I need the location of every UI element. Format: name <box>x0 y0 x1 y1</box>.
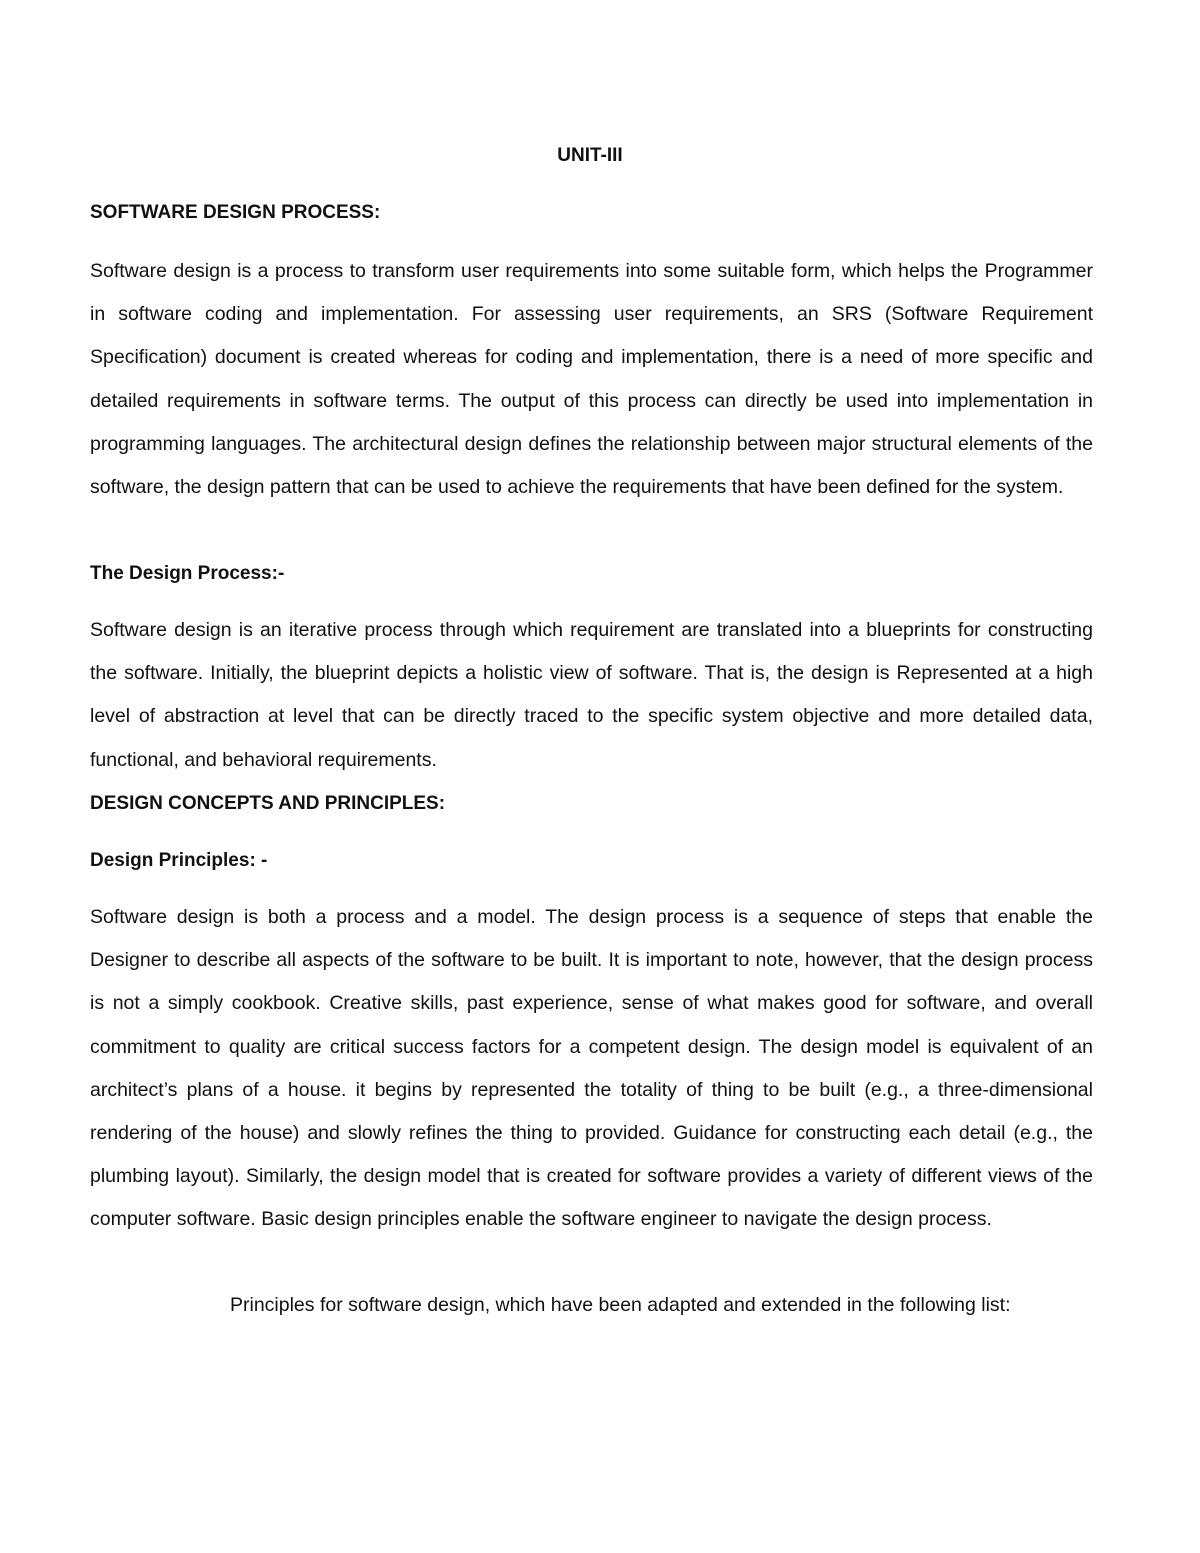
section-heading-design-principles: Design Principles: - <box>90 850 268 871</box>
paragraph-principles-list-intro: Principles for software design, which have been adapted and extended in the following list: <box>230 1294 1011 1316</box>
section-heading-software-design-process: SOFTWARE DESIGN PROCESS: <box>90 202 381 223</box>
section-heading-design-concepts: DESIGN CONCEPTS AND PRINCIPLES: <box>90 793 446 814</box>
paragraph-design-process: Software design is an iterative process through which requirement are translated into a blueprints for constructing the software. Initially, the blueprint depicts a holistic view of software. That is, the design is Represented at a high level of abstraction at level that can be directly traced to the specific system objective and more detailed data, functional, and behavioral requirements. <box>90 619 1093 771</box>
page-title: UNIT-III <box>557 145 623 166</box>
section-heading-design-process: The Design Process:- <box>90 563 285 584</box>
paragraph-design-principles: Software design is both a process and a model. The design process is a sequence of steps that enable the Designer to describe all aspects of the software to be built. It is important to note, however, that the design process is not a simply cookbook. Creative skills, past experience, sense of what makes good for software, and overall commitment to quality are critical success factors for a competent design. The design model is equivalent of an architect’s plans of a house. it begins by represented the totality of thing to be built (e.g., a three-dimensional rendering of the house) and slowly refines the thing to provided. Guidance for constructing each detail (e.g., the plumbing layout). Similarly, the design model that is created for software provides a variety of different views of the computer software. Basic design principles enable the software engineer to navigate the design process. <box>90 906 1093 1231</box>
paragraph-software-design-process: Software design is a process to transform user requirements into some suitable form, which helps the Programmer in software coding and implementation. For assessing user requirements, an SRS (Software Requirement Specification) document is created whereas for coding and implementation, there is a need of more specific and detailed requirements in software terms. The output of this process can directly be used into implementation in programming languages. The architectural design defines the relationship between major structural elements of the software, the design pattern that can be used to achieve the requirements that have been defined for the system. <box>90 260 1093 499</box>
